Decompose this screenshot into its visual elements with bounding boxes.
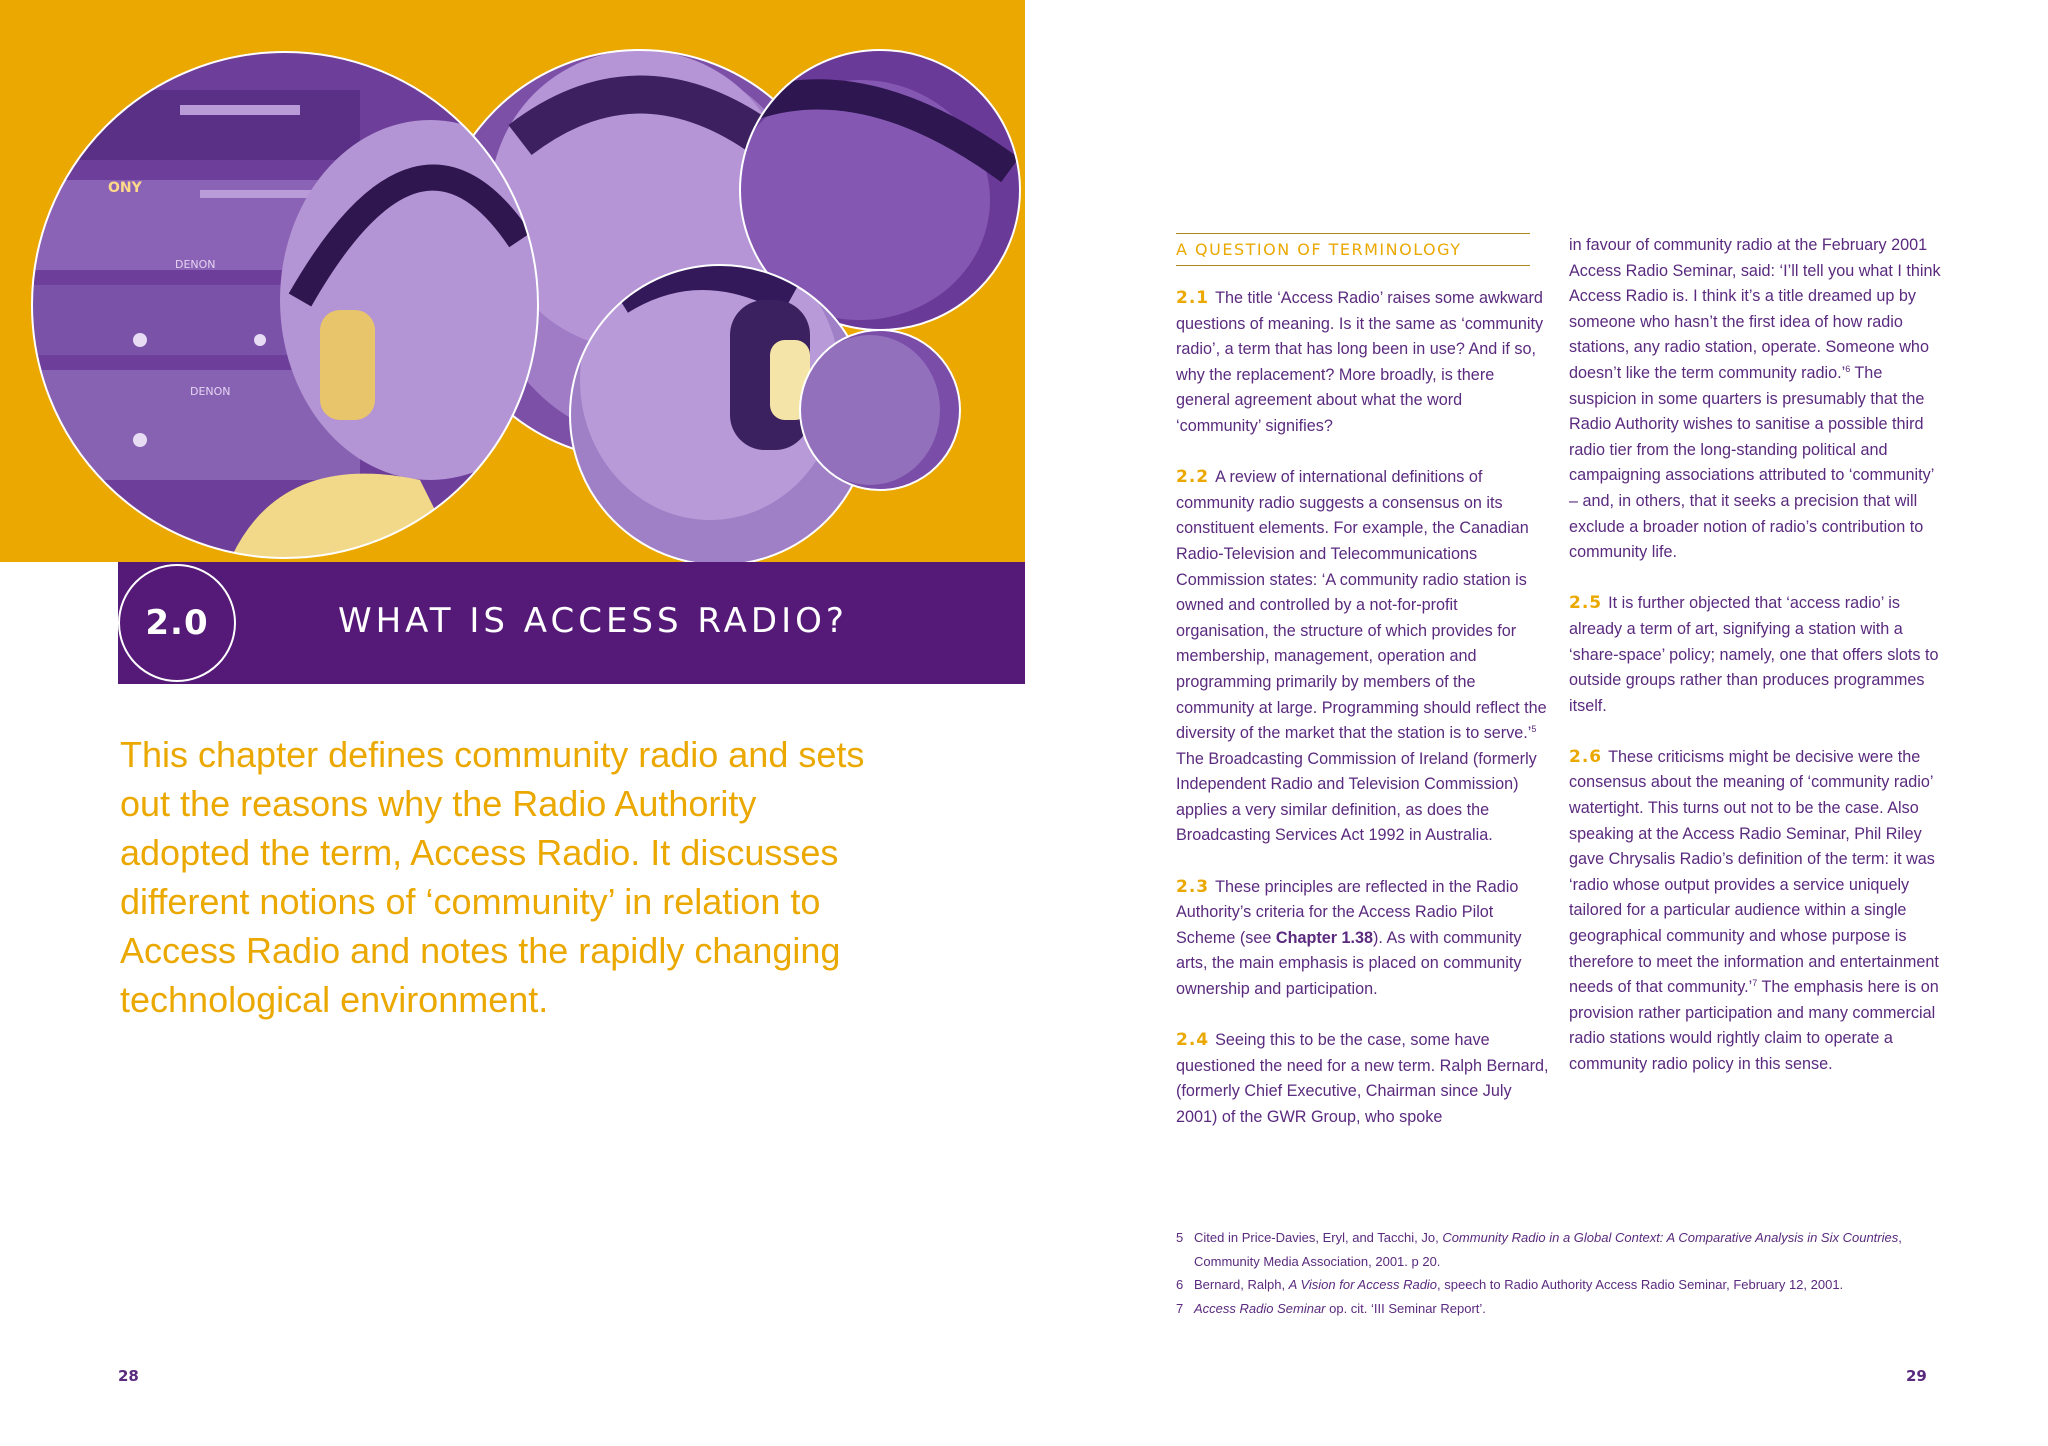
chapter-intro: This chapter defines community radio and sets out the reasons why the Radio Authority adopted the term, Access Radio. It discusses different notions of ‘community’ in relation to Access Radio and notes the rapidly changing technological environment. xyxy=(120,734,865,1020)
footnote-text: Cited in Price-Davies, Eryl, and Tacchi, Jo, xyxy=(1194,1230,1443,1245)
footnote-number: 5 xyxy=(1176,1230,1184,1245)
paragraph-text: in favour of community radio at the February 2001 Access Radio Seminar, said: ‘I’ll tell you what I think Access Radio is. I think it’s a title dreamed up by someone who hasn’t the first idea of how radio stations, any radio station, operate. Someone who doesn’t like the term community radio.’ xyxy=(1569,236,1941,382)
paragraph-text: These criticisms might be decisive were the consensus about the meaning of ‘community radio’ watertight. This turns out not to be the case. Also speaking at the Access Radio Seminar, Phil Riley gave Chrysalis Radio’s definition of the term: it was ‘radio whose output provides a service uniquely tailored for a particular audience within a single geographical community and whose purpose is therefore to meet the information and entertainment needs of that community.’ xyxy=(1569,747,1939,997)
footnote-7 xyxy=(1176,1297,1936,1321)
paragraph-text: ). As with community arts, the main emphasis is placed on community ownership and participation. xyxy=(1176,928,1522,999)
paragraph-text: It is further objected that ‘access radio’ is already a term of art, signifying a station with a ‘share-space’ policy; namely, one that offers slots to outside groups rather than produces programmes itself. xyxy=(1569,594,1939,715)
footnote-6 xyxy=(1176,1273,1936,1297)
paragraph-number: 2.2 xyxy=(1176,467,1210,488)
paragraph-2-5 xyxy=(1569,591,1943,719)
paragraph-text: The title ‘Access Radio’ raises some awkward questions of meaning. Is it the same as ‘community radio’, a term that has long been in use? And if so, why the replacement? More broadly, is there general agreement about what the word ‘community’ signifies? xyxy=(1176,289,1544,435)
paragraph-number: 2.1 xyxy=(1176,288,1210,308)
photo-label-denon-2: DENON xyxy=(190,385,231,398)
footnotes xyxy=(1176,1226,1936,1320)
footnote-number: 6 xyxy=(1176,1277,1184,1292)
paragraph-text: These principles are reflected in the Radio Authority’s criteria for the Access Radio Pilot Scheme (see xyxy=(1176,877,1519,947)
footnote-5 xyxy=(1176,1226,1936,1273)
paragraph-text: The suspicion in some quarters is presumably that the Radio Authority wishes to sanitise a possible third radio tier from the long-standing political and campaigning associations attributed to ‘community’ – and, in others, that it seeks a precision that will exclude a broader notion of radio’s contribution to community life. xyxy=(1569,363,1934,562)
footnote-number: 7 xyxy=(1176,1300,1184,1316)
footnote-text: Bernard, Ralph, xyxy=(1194,1277,1289,1292)
paragraph-text: The emphasis here is on provision rather participation and many commercial radio stations would rightly claim to operate a community radio policy in this sense. xyxy=(1569,978,1939,1073)
paragraph-number: 2.4 xyxy=(1176,1030,1210,1051)
paragraph-2-6 xyxy=(1569,745,1943,1078)
footnote-text: , Community Media Association, 2001. p 20. xyxy=(1194,1230,1902,1269)
photo-collage xyxy=(0,0,1025,562)
page-number-right: 29 xyxy=(1906,1367,1927,1385)
paragraph-number: 2.5 xyxy=(1569,593,1603,614)
paragraph-2-4 xyxy=(1176,1028,1550,1130)
footnote-ref: 5 xyxy=(1531,724,1537,735)
footnote-title: Access Radio Seminar xyxy=(1194,1300,1326,1316)
paragraph-number: 2.6 xyxy=(1569,746,1603,767)
footnote-ref: 7 xyxy=(1752,978,1758,989)
photo-label-sony: ONY xyxy=(108,180,142,196)
text-column-1 xyxy=(1176,233,1550,1130)
paragraph-2-3 xyxy=(1176,875,1550,1003)
text-column-2 xyxy=(1569,233,1943,1078)
footnote-text: , speech to Radio Authority Access Radio Seminar, February 12, 2001. xyxy=(1437,1277,1844,1292)
paragraph-text: A review of international definitions of community radio suggests a consensus on its constituent elements. For example, the Canadian Radio-Television and Telecommunications Commission states: ‘A community radio station is owned and controlled by a not-for-profit organisation, the structure of which provides for membership, management, operation and programming primarily by members of the community at large. Programming should reflect the diversity of the market that the station is to serve.’ xyxy=(1176,468,1547,743)
paragraph-2-1 xyxy=(1176,286,1550,440)
chapter-title: WHAT IS ACCESS RADIO? xyxy=(338,601,848,641)
chapter-number: 2.0 xyxy=(118,564,236,682)
chapter-reference: Chapter 1.38 xyxy=(1275,928,1374,947)
footnote-title: Community Radio in a Global Context: A Comparative Analysis in Six Countries xyxy=(1442,1230,1899,1245)
footnote-ref: 6 xyxy=(1845,363,1851,374)
paragraph-text: Seeing this to be the case, some have questioned the need for a new term. Ralph Bernard, (formerly Chief Executive, Chairman since July 2001) of the GWR Group, who spoke xyxy=(1176,1031,1549,1126)
photo-label-denon-1: DENON xyxy=(175,258,216,271)
footnote-text: op. cit. ‘III Seminar Report’. xyxy=(1325,1300,1486,1316)
paragraph-text: The Broadcasting Commission of Ireland (formerly Independent Radio and Television Commission) applies a very similar definition, as does the Broadcasting Services Act 1992 in Australia. xyxy=(1176,749,1537,845)
paragraph-2-2 xyxy=(1176,465,1550,849)
paragraph-2-4-continued xyxy=(1569,233,1943,566)
page-number-left: 28 xyxy=(118,1367,139,1385)
paragraph-number: 2.3 xyxy=(1176,876,1210,897)
section-heading: A QUESTION OF TERMINOLOGY xyxy=(1176,233,1530,266)
footnote-title: A Vision for Access Radio xyxy=(1288,1277,1438,1292)
